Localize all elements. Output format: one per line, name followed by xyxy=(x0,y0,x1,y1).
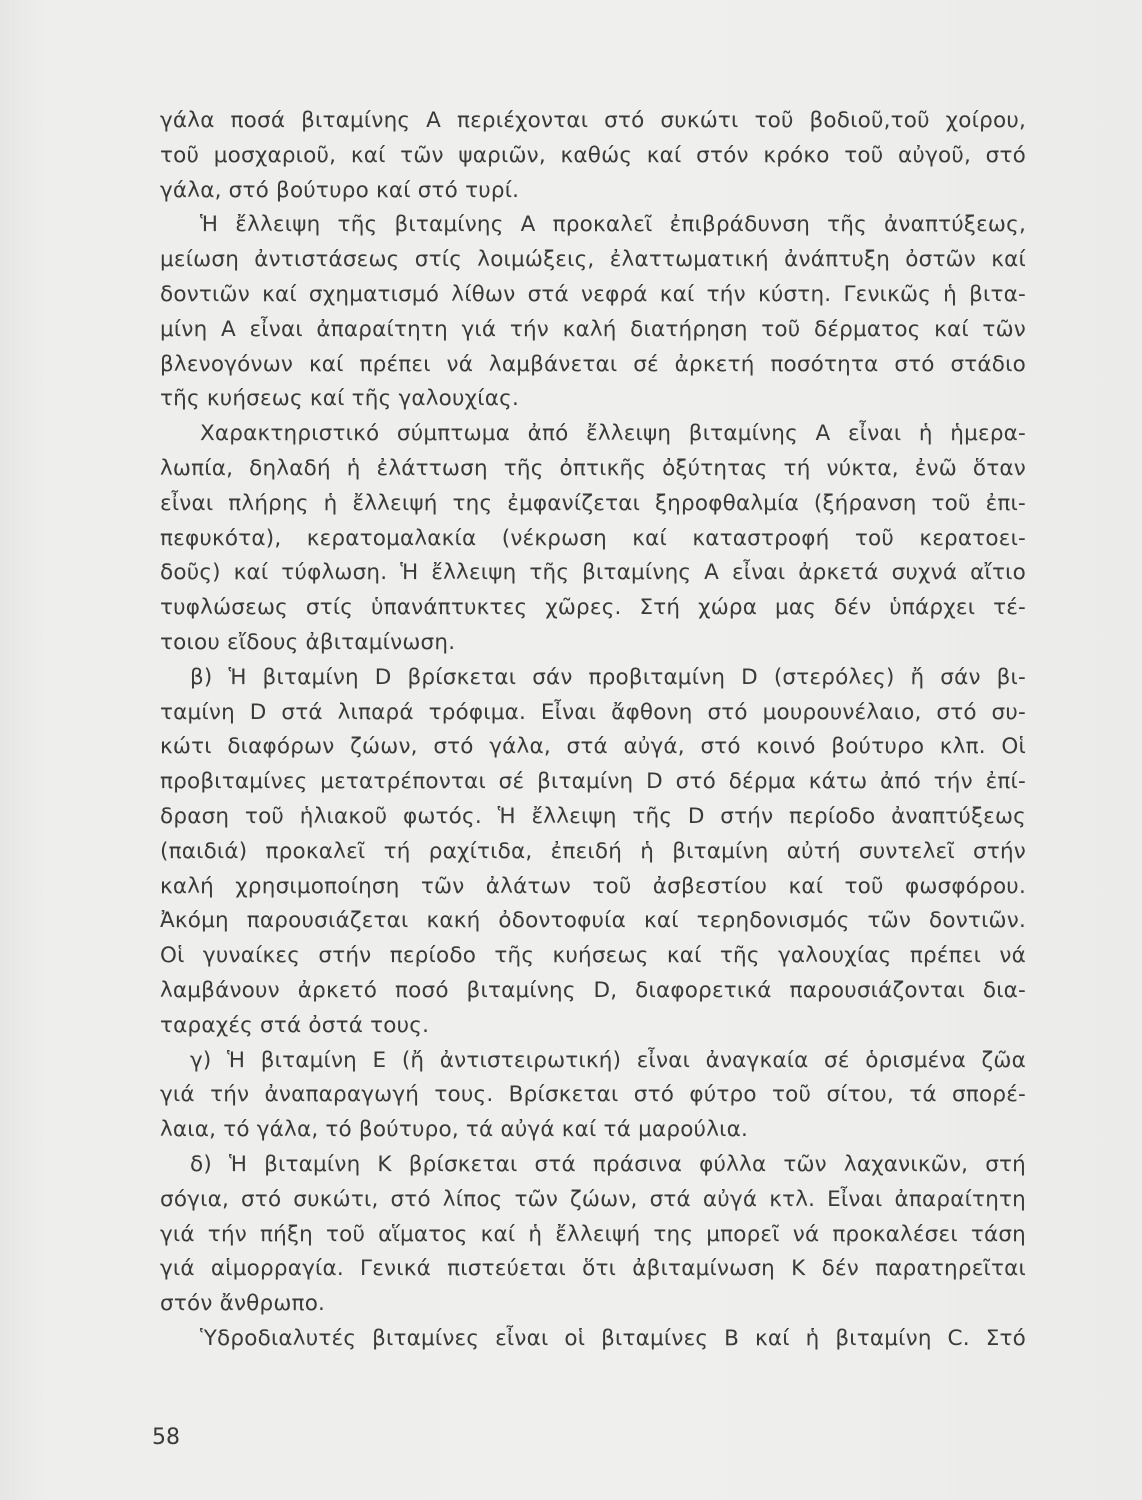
text-line: καλή χρησιμοποίηση τῶν ἀλάτων τοῦ ἀσβεστίου καί τοῦ φωσφόρου. xyxy=(160,873,1026,899)
text-line: λαια, τό γάλα, τό βούτυρο, τά αὐγά καί τά μαρούλια. xyxy=(160,1117,749,1143)
text-line: δοντιῶν καί σχηματισμό λίθων στά νεφρά καί τήν κύστη. Γενικῶς ἡ βιτα- xyxy=(160,281,1026,307)
text-line: Οἱ γυναίκες στήν περίοδο τῆς κυήσεως καί τῆς γαλουχίας πρέπει νά xyxy=(160,943,1026,969)
text-line: β) Ἡ βιταμίνη D βρίσκεται σάν προβιταμίνη D (στερόλες) ἤ σάν βι- xyxy=(190,664,1026,690)
text-line: λαμβάνουν ἀρκετό ποσό βιταμίνης D, διαφορετικά παρουσιάζονται δια- xyxy=(160,977,1026,1003)
text-line: Χαρακτηριστικό σύμπτωμα ἀπό ἔλλειψη βιταμίνης Α εἶναι ἡ ἡμερα- xyxy=(200,421,1026,447)
text-line: γ) Ἡ βιταμίνη Ε (ἤ ἀντιστειρωτική) εἶναι ἀναγκαία σέ ὁρισμένα ζῶα xyxy=(190,1047,1026,1073)
text-line: κώτι διαφόρων ζώων, στό γάλα, στά αὐγά, στό κοινό βούτυρο κλπ. Οἱ xyxy=(160,734,1026,760)
text-line: μίνη Α εἶναι ἀπαραίτητη γιά τήν καλή διατήρηση τοῦ δέρματος καί τῶν xyxy=(160,316,1026,342)
body-text xyxy=(160,104,1026,1357)
text-line: εἶναι πλήρης ἡ ἔλλειψή της ἐμφανίζεται ξηροφθαλμία (ξήρανση τοῦ ἐπι- xyxy=(160,490,1026,516)
text-line: γιά τήν πήξη τοῦ αἵματος καί ἡ ἔλλειψή της μπορεῖ νά προκαλέσει τάση xyxy=(160,1221,1026,1247)
text-line: (παιδιά) προκαλεῖ τή ραχίτιδα, ἐπειδή ἡ βιταμίνη αὐτή συντελεῖ στήν xyxy=(160,838,1026,864)
text-line: γιά τήν ἀναπαραγωγή τους. Βρίσκεται στό φύτρο τοῦ σίτου, τά σπορέ- xyxy=(160,1082,1026,1108)
text-line: γάλα ποσά βιταμίνης Α περιέχονται στό συκώτι τοῦ βοδιοῦ,τοῦ χοίρου, xyxy=(160,108,1026,133)
text-line: Ἡ ἔλλειψη τῆς βιταμίνης Α προκαλεῖ ἐπιβράδυνση τῆς ἀναπτύξεως, xyxy=(200,212,1026,238)
text-line: Ἀκόμη παρουσιάζεται κακή ὀδοντοφυία καί τερηδονισμός τῶν δοντιῶν. xyxy=(160,908,1026,934)
text-line: βλενογόνων καί πρέπει νά λαμβάνεται σέ ἀρκετή ποσότητα στό στάδιο xyxy=(160,351,1026,377)
text-line: στόν ἄνθρωπο. xyxy=(160,1291,326,1317)
text-line: τοιου εἴδους ἀβιταμίνωση. xyxy=(160,629,456,655)
text-line: γιά αἱμορραγία. Γενικά πιστεύεται ὅτι ἀβιταμίνωση Κ δέν παρατηρεῖται xyxy=(160,1256,1026,1282)
text-line: προβιταμίνες μετατρέπονται σέ βιταμίνη D στό δέρμα κάτω ἀπό τήν ἐπί- xyxy=(160,769,1026,795)
text-line: τοῦ μοσχαριοῦ, καί τῶν ψαριῶν, καθώς καί στόν κρόκο τοῦ αὐγοῦ, στό xyxy=(160,142,1026,168)
text-line: δραση τοῦ ἡλιακοῦ φωτός. Ἡ ἔλλειψη τῆς D στήν περίοδο ἀναπτύξεως xyxy=(160,803,1026,829)
text-line: σόγια, στό συκώτι, στό λίπος τῶν ζώων, στά αὐγά κτλ. Εἶναι ἀπαραίτητη xyxy=(160,1186,1026,1212)
text-line: ταμίνη D στά λιπαρά τρόφιμα. Εἶναι ἄφθονη στό μουρουνέλαιο, στό συ- xyxy=(160,699,1026,725)
text-line: δοῦς) καί τύφλωση. Ἡ ἔλλειψη τῆς βιταμίνης Α εἶναι ἀρκετά συχνά αἴτιο xyxy=(160,560,1026,586)
text-line: πεφυκότα), κερατομαλακία (νέκρωση καί καταστροφή τοῦ κερατοει- xyxy=(160,525,1026,551)
text-line: Ὑδροδιαλυτές βιταμίνες εἶναι οἱ βιταμίνες Β καί ἡ βιταμίνη C. Στό xyxy=(200,1325,1026,1351)
text-line: γάλα, στό βούτυρο καί στό τυρί. xyxy=(160,177,520,203)
text-line: μείωση ἀντιστάσεως στίς λοιμώξεις, ἐλαττωματική ἀνάπτυξη ὀστῶν καί xyxy=(160,247,1026,273)
text-line: τυφλώσεως στίς ὑπανάπτυκτες χῶρες. Στή χώρα μας δέν ὑπάρχει τέ- xyxy=(160,595,1026,621)
text-line: ταραχές στά ὀστά τους. xyxy=(160,1012,430,1038)
page-number: 58 xyxy=(152,1425,180,1450)
text-line: τῆς κυήσεως καί τῆς γαλουχίας. xyxy=(160,386,519,412)
text-line: λωπία, δηλαδή ἡ ἐλάττωση τῆς ὀπτικῆς ὀξύτητας τή νύκτα, ἐνῶ ὅταν xyxy=(160,455,1026,481)
text-line: δ) Ἡ βιταμίνη Κ βρίσκεται στά πράσινα φύλλα τῶν λαχανικῶν, στή xyxy=(190,1151,1026,1177)
